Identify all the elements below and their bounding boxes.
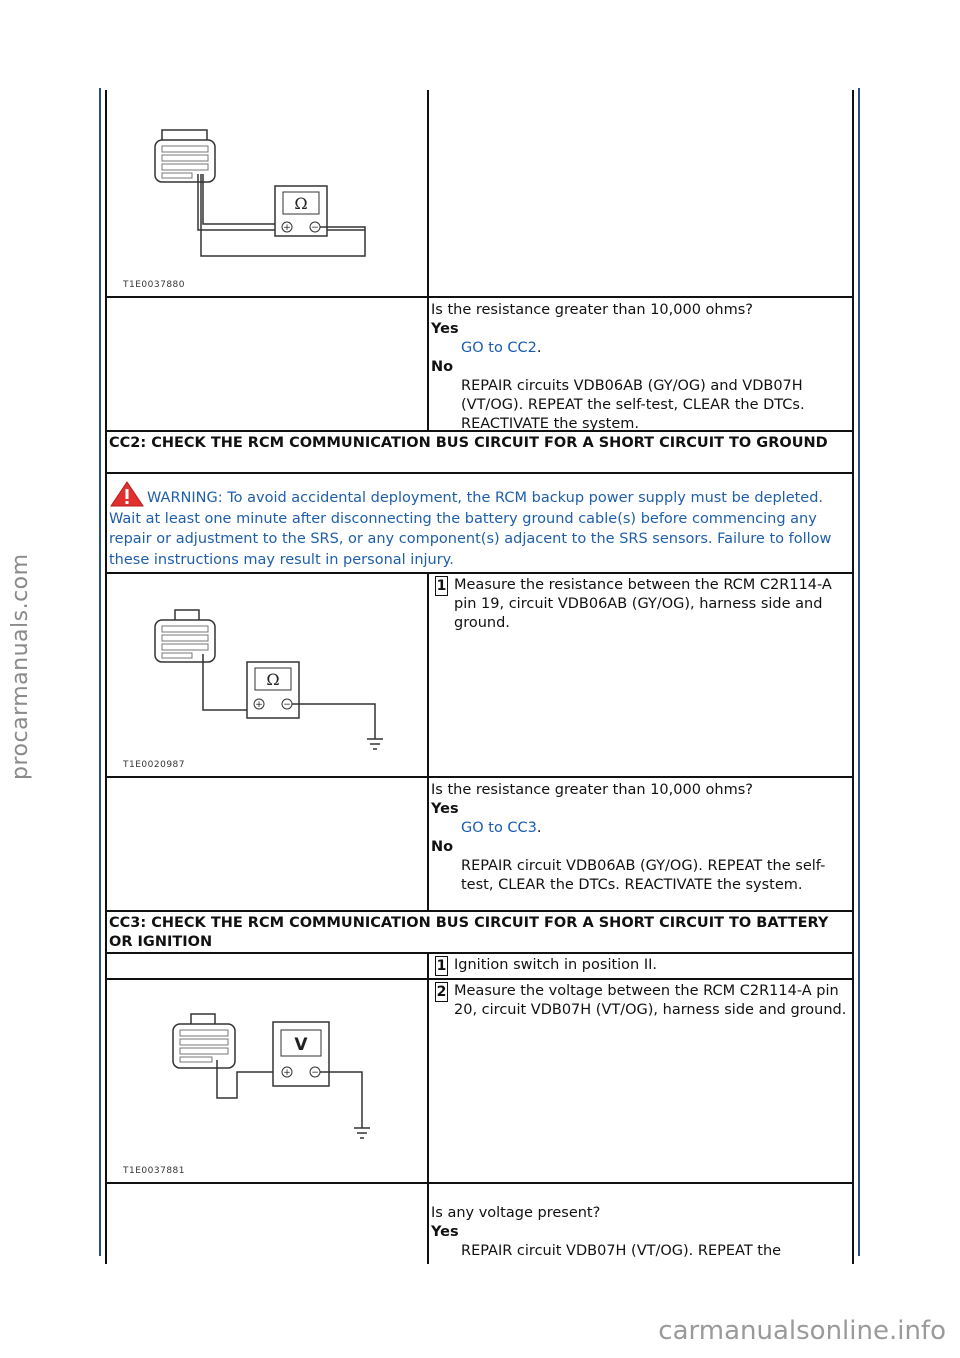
- warning-icon: [109, 480, 145, 508]
- connector-icon: [173, 1014, 235, 1068]
- no-label: No: [431, 359, 454, 375]
- no-action: REPAIR circuits VDB06AB (GY/OG) and VDB07H (VT/OG). REPEAT the self-test, CLEAR the DTCs. REACTIVATE the system.: [461, 378, 805, 432]
- svg-text:+: +: [255, 700, 263, 710]
- yes-label: Yes: [431, 1224, 459, 1240]
- warning-block: [105, 474, 854, 574]
- figure-cell-1: [105, 90, 429, 296]
- voltmeter-ground-diagram: [107, 980, 427, 1180]
- step-text: Measure the voltage between the RCM C2R114-A pin 20, circuit VDB07H (VT/OG), harness side and ground.: [454, 983, 847, 1018]
- cc2-heading: CC2: CHECK THE RCM COMMUNICATION BUS CIRCUIT FOR A SHORT CIRCUIT TO GROUND: [105, 432, 854, 474]
- svg-text:−: −: [311, 1068, 319, 1078]
- step-row-1: [105, 954, 854, 980]
- step-number: 2: [436, 984, 447, 1000]
- yes-action: REPAIR circuit VDB07H (VT/OG). REPEAT the: [461, 1243, 782, 1259]
- svg-text:−: −: [311, 223, 319, 233]
- step-text: Measure the resistance between the RCM C2R114-A pin 19, circuit VDB06AB (GY/OG), harness side and ground.: [454, 577, 832, 631]
- question-cell-2: [429, 778, 854, 910]
- step-cell: [429, 574, 854, 776]
- question-text: Is the resistance greater than 10,000 ohms?: [431, 782, 753, 798]
- empty-cell: [105, 954, 429, 978]
- question-text: Is the resistance greater than 10,000 ohms?: [431, 302, 753, 318]
- svg-text:+: +: [283, 1068, 291, 1078]
- question-cell-3: [429, 1184, 854, 1264]
- go-to-cc2-link[interactable]: GO to CC2: [461, 340, 537, 356]
- question-row-2: [105, 778, 854, 912]
- step-1: [431, 955, 852, 976]
- figure-text-cell-1: [429, 90, 854, 296]
- question-text: Is any voltage present?: [431, 1205, 601, 1221]
- yes-action: [431, 819, 852, 838]
- empty-cell: [105, 778, 429, 910]
- right-page-border: [858, 88, 860, 1256]
- ohmmeter-two-pin-diagram: [107, 90, 427, 294]
- step-1: [431, 575, 852, 633]
- step-number: 1: [436, 958, 447, 974]
- left-page-border: [99, 88, 101, 1256]
- no-action: REPAIR circuit VDB06AB (GY/OG). REPEAT the self-test, CLEAR the DTCs. REACTIVATE the system.: [461, 858, 826, 893]
- connector-icon: [155, 130, 215, 182]
- svg-text:Ω: Ω: [294, 194, 308, 213]
- figure-row-3: [105, 980, 854, 1184]
- yes-label: Yes: [431, 801, 459, 817]
- ground-icon: [367, 739, 383, 749]
- connector-icon: [155, 610, 215, 662]
- svg-text:−: −: [283, 700, 291, 710]
- ohmmeter-ground-diagram: [107, 574, 427, 774]
- voltmeter-icon: [273, 1022, 329, 1086]
- yes-label: Yes: [431, 321, 459, 337]
- empty-cell: [105, 1184, 429, 1264]
- yes-action: [431, 339, 852, 358]
- warning-text: WARNING: To avoid accidental deployment, the RCM backup power supply must be depleted. Wait at least one minute after disconnecting the battery ground cable(s) before commencing any repair or adjustment to the SRS, or any component(s) adjacent to the SRS sensors. Failure to follow these instructions may result in personal injury.: [109, 490, 832, 568]
- side-watermark: procarmanuals.com: [8, 553, 33, 780]
- empty-cell: [105, 298, 429, 430]
- no-label: No: [431, 839, 454, 855]
- procedure-table: [105, 90, 854, 1264]
- figure-id: T1E0020987: [123, 760, 185, 770]
- cc3-heading: CC3: CHECK THE RCM COMMUNICATION BUS CIRCUIT FOR A SHORT CIRCUIT TO BATTERY OR IGNITION: [105, 912, 854, 954]
- step-number: 1: [436, 578, 447, 594]
- ohmmeter-icon: [247, 662, 299, 718]
- bottom-watermark: carmanualsonline.info: [658, 1316, 946, 1346]
- figure-id: T1E0037880: [123, 280, 185, 290]
- step-cell: [429, 980, 854, 1182]
- svg-text:+: +: [283, 223, 291, 233]
- step-cell: [429, 954, 854, 978]
- punctuation: .: [536, 820, 542, 836]
- figure-row-1: [105, 90, 854, 298]
- ground-icon: [354, 1128, 370, 1138]
- question-row-3: [105, 1184, 854, 1264]
- svg-text:Ω: Ω: [266, 670, 280, 689]
- punctuation: .: [536, 340, 542, 356]
- ohmmeter-icon: [275, 186, 327, 236]
- question-row-1: [105, 298, 854, 432]
- figure-cell-3: [105, 980, 429, 1182]
- step-2: [431, 981, 852, 1020]
- question-cell-1: [429, 298, 854, 430]
- figure-id: T1E0037881: [123, 1166, 185, 1176]
- step-text: Ignition switch in position II.: [454, 957, 658, 973]
- svg-text:V: V: [294, 1035, 308, 1055]
- figure-row-2: [105, 574, 854, 778]
- figure-cell-2: [105, 574, 429, 776]
- go-to-cc3-link[interactable]: GO to CC3: [461, 820, 537, 836]
